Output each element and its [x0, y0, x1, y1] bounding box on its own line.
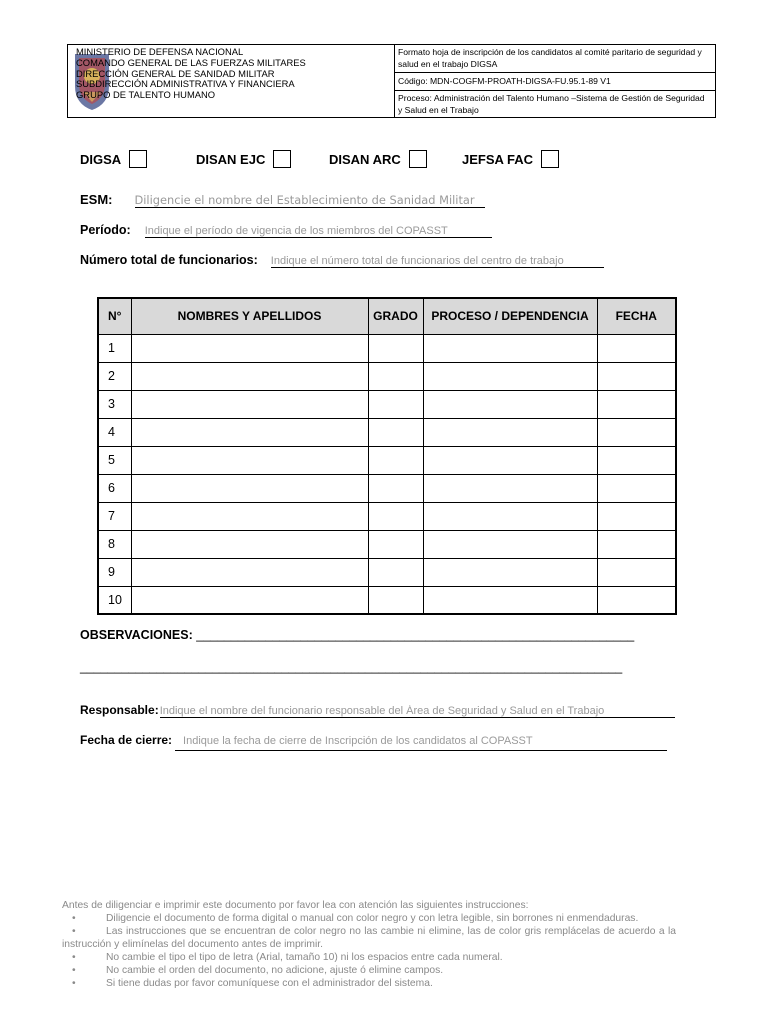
row-number-cell: 7 — [98, 502, 131, 530]
row-number-cell: 9 — [98, 558, 131, 586]
periodo-input[interactable]: Indique el período de vigencia de los miembros del COPASST — [145, 225, 492, 238]
date-cell[interactable] — [597, 502, 676, 530]
instructions-block — [62, 899, 676, 990]
checkbox-box[interactable] — [129, 150, 147, 168]
grade-cell[interactable] — [368, 530, 423, 558]
grade-cell[interactable] — [368, 362, 423, 390]
names-cell[interactable] — [131, 558, 368, 586]
date-cell[interactable] — [597, 446, 676, 474]
row-number-cell: 10 — [98, 586, 131, 614]
grade-cell[interactable] — [368, 334, 423, 362]
esm-input[interactable]: Diligencie el nombre del Establecimiento de Sanidad Militar — [135, 193, 485, 208]
checkbox-box[interactable] — [409, 150, 427, 168]
instructions-intro: Antes de diligenciar e imprimir este documento por favor lea con atención las siguientes instrucciones: — [62, 900, 529, 911]
row-number-cell: 2 — [98, 362, 131, 390]
fecha-cierre-field — [80, 733, 667, 751]
checkbox-box[interactable] — [273, 150, 291, 168]
date-cell[interactable] — [597, 362, 676, 390]
date-cell[interactable] — [597, 334, 676, 362]
observaciones-row — [80, 628, 634, 642]
table-row — [98, 334, 676, 362]
process-cell[interactable] — [423, 418, 597, 446]
grade-cell[interactable] — [368, 586, 423, 614]
column-header-number: N° — [98, 298, 131, 334]
responsable-label: Responsable: — [80, 703, 159, 717]
date-cell[interactable] — [597, 530, 676, 558]
grade-cell[interactable] — [368, 502, 423, 530]
instruction-item: • Si tiene dudas por favor comuníquese con el administrador del sistema. — [62, 977, 676, 990]
names-cell[interactable] — [131, 446, 368, 474]
checkbox-disan-arc[interactable] — [329, 150, 427, 168]
format-info-block — [395, 45, 715, 117]
date-cell[interactable] — [597, 558, 676, 586]
fecha-cierre-input[interactable]: Indique la fecha de cierre de Inscripción de los candidatos al COPASST — [175, 735, 667, 751]
names-cell[interactable] — [131, 418, 368, 446]
date-cell[interactable] — [597, 474, 676, 502]
table-row — [98, 362, 676, 390]
process-cell[interactable] — [423, 558, 597, 586]
org-line-subdirection: SUBDIRECCIÓN ADMINISTRATIVA Y FINANCIERA — [76, 78, 295, 90]
column-header-names: NOMBRES Y APELLIDOS — [131, 298, 368, 334]
table-row — [98, 530, 676, 558]
organization-block — [68, 45, 395, 117]
process-cell[interactable] — [423, 502, 597, 530]
process-cell[interactable] — [423, 362, 597, 390]
fecha-cierre-label: Fecha de cierre: — [80, 733, 173, 747]
esm-label: ESM: — [80, 192, 113, 207]
process-cell[interactable] — [423, 390, 597, 418]
checkbox-label: DIGSA — [80, 151, 122, 167]
instruction-item: • Las instrucciones que se encuentran de color negro no las cambie ni elimine, las de color gris remplácelas de acuerdo a la instrucción y elimínelas del documento antes de imprimir. — [62, 925, 676, 951]
process-cell[interactable] — [423, 530, 597, 558]
document-header — [67, 44, 716, 118]
date-cell[interactable] — [597, 586, 676, 614]
process-cell[interactable] — [423, 474, 597, 502]
grade-cell[interactable] — [368, 474, 423, 502]
checkbox-label: DISAN ARC — [329, 151, 401, 167]
table-row — [98, 474, 676, 502]
format-code: Código: MDN-COGFM-PROATH-DIGSA-FU.95.1-89 V1 — [395, 73, 715, 91]
responsable-field — [80, 703, 675, 718]
grade-cell[interactable] — [368, 390, 423, 418]
column-header-process: PROCESO / DEPENDENCIA — [423, 298, 597, 334]
row-number-cell: 4 — [98, 418, 131, 446]
funcionarios-label: Número total de funcionarios: — [80, 253, 258, 267]
checkbox-label: JEFSA FAC — [462, 151, 534, 167]
format-process: Proceso: Administración del Talento Humano –Sistema de Gestión de Seguridad y Salud en el Trabajo — [398, 93, 705, 115]
names-cell[interactable] — [131, 586, 368, 614]
instruction-item: • Diligencie el documento de forma digital o manual con color negro y con letra legible, sin borrones ni enmendaduras. — [62, 912, 676, 925]
instructions-list — [62, 912, 676, 990]
grade-cell[interactable] — [368, 418, 423, 446]
table-row — [98, 446, 676, 474]
candidates-table — [97, 297, 677, 615]
observaciones-line-2[interactable]: ______________________________________________________________________________ — [80, 660, 623, 674]
names-cell[interactable] — [131, 502, 368, 530]
org-line-direction: DIRECCIÓN GENERAL DE SANIDAD MILITAR — [76, 67, 275, 79]
format-title: Formato hoja de inscripción de los candidatos al comité paritario de seguridad y salud en el trabajo DIGSA — [395, 45, 715, 73]
esm-field — [80, 192, 485, 208]
names-cell[interactable] — [131, 390, 368, 418]
date-cell[interactable] — [597, 418, 676, 446]
column-header-grade: GRADO — [368, 298, 423, 334]
org-line-ministry: MINISTERIO DE DEFENSA NACIONAL — [76, 46, 244, 57]
checkbox-jefsa-fac[interactable] — [462, 150, 559, 168]
table-row — [98, 502, 676, 530]
table-row — [98, 558, 676, 586]
responsable-input[interactable]: Indique el nombre del funcionario responsable del Área de Seguridad y Salud en el Trabajo — [160, 705, 675, 718]
checkbox-label: DISAN EJC — [196, 151, 266, 167]
row-number-cell: 8 — [98, 530, 131, 558]
grade-cell[interactable] — [368, 558, 423, 586]
table-row — [98, 418, 676, 446]
instruction-item: • No cambie el orden del documento, no adicione, ajuste ó elimine campos. — [62, 964, 676, 977]
names-cell[interactable] — [131, 334, 368, 362]
names-cell[interactable] — [131, 474, 368, 502]
process-cell[interactable] — [423, 334, 597, 362]
observaciones-label: OBSERVACIONES: — [80, 628, 193, 642]
observaciones-row-2 — [80, 660, 622, 674]
observaciones-line-1[interactable]: _______________________________________________________________ — [196, 628, 635, 642]
process-cell[interactable] — [423, 446, 597, 474]
row-number-cell: 3 — [98, 390, 131, 418]
row-number-cell: 5 — [98, 446, 131, 474]
table-header-row — [98, 298, 676, 334]
checkbox-disan-ejc[interactable] — [196, 150, 291, 168]
org-line-group: GRUPO DE TALENTO HUMANO — [76, 89, 216, 101]
periodo-field — [80, 223, 492, 238]
funcionarios-field — [80, 253, 604, 268]
names-cell[interactable] — [131, 362, 368, 390]
row-number-cell: 1 — [98, 334, 131, 362]
org-line-command: COMANDO GENERAL DE LAS FUERZAS MILITARES — [76, 56, 306, 68]
periodo-label: Período: — [80, 223, 131, 237]
process-cell[interactable] — [423, 586, 597, 614]
row-number-cell: 6 — [98, 474, 131, 502]
table-row — [98, 390, 676, 418]
instruction-item: • No cambie el tipo el tipo de letra (Arial, tamaño 10) ni los espacios entre cada numeral. — [62, 951, 676, 964]
date-cell[interactable] — [597, 390, 676, 418]
table-row — [98, 586, 676, 614]
names-cell[interactable] — [131, 530, 368, 558]
grade-cell[interactable] — [368, 446, 423, 474]
checkbox-box[interactable] — [541, 150, 559, 168]
column-header-date: FECHA — [597, 298, 676, 334]
checkbox-digsa[interactable] — [80, 150, 147, 168]
funcionarios-input[interactable]: Indique el número total de funcionarios del centro de trabajo — [271, 255, 604, 268]
